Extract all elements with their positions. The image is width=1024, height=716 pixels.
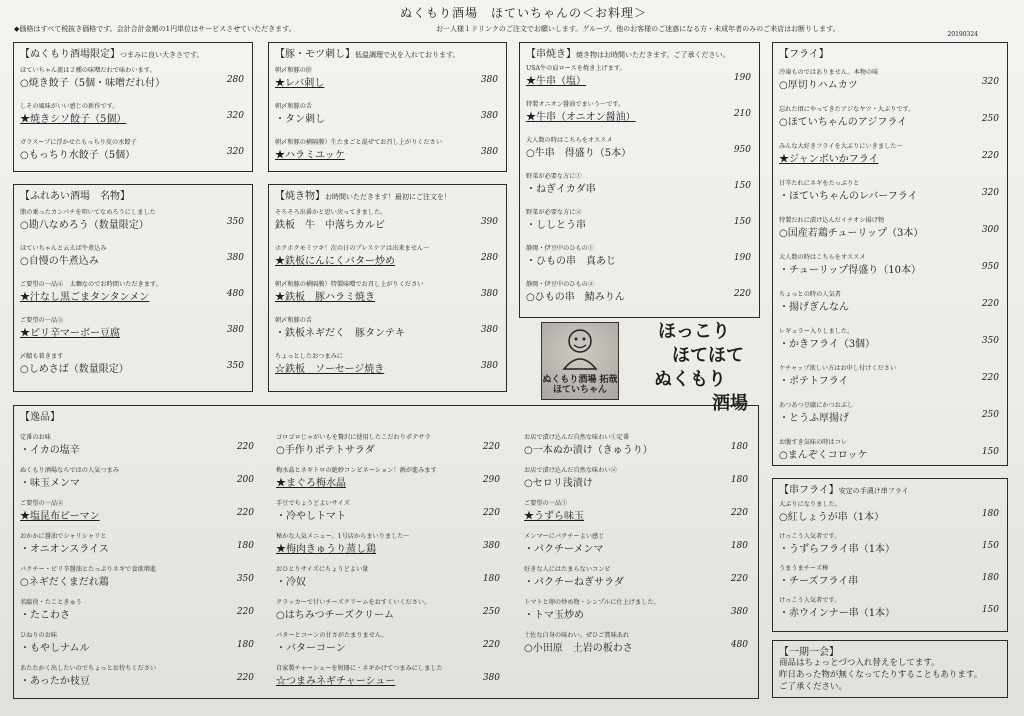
item-name: ・チーズフライ串 xyxy=(779,576,859,587)
item-description: 特製だれに漬け込んだイチオシ揚げ物 xyxy=(779,217,885,224)
item-description: メンマーにパクチーよい感じ xyxy=(524,533,605,540)
menu-item xyxy=(520,99,759,123)
item-description: 〆鯖も着きます xyxy=(20,353,64,360)
menu-item xyxy=(14,137,252,161)
item-price: 280 xyxy=(226,75,244,85)
section-subtitle: 焼き物はお時間いただきます。ご了承ください。 xyxy=(576,51,730,59)
item-price: 220 xyxy=(981,299,999,309)
item-price: 480 xyxy=(226,289,244,299)
item-description: ガラスープに浮かせたもっちり皮の水餃子 xyxy=(20,139,137,146)
item-name: ・ポテトフライ xyxy=(779,376,849,387)
item-price: 350 xyxy=(226,361,244,371)
item-price: 180 xyxy=(981,509,999,519)
section-title: 【豚・モツ刺し】 xyxy=(275,49,355,60)
item-description: 静岡・伊豆中のひもの② xyxy=(526,281,595,288)
section-subtitle: 低温調理で火を入れております。 xyxy=(355,51,460,59)
item-description: ひねりのお味 xyxy=(20,632,58,639)
item-price: 220 xyxy=(236,673,254,683)
item-name: ・イカの塩辛 xyxy=(20,445,80,456)
logo-text: ぬくもり酒場 拓哉 ほていちゃん xyxy=(542,375,618,395)
drink-note: お一人様１ドリンクのご注文でお願いします。グループ、他のお客様のご迷惑になる方・未成年者のみのご来店はお断りします。 xyxy=(436,25,840,33)
menu-item xyxy=(14,315,252,339)
item-name: ★汁なし黒ごまタンタンメン xyxy=(20,292,150,303)
item-name: ○紅しょうが串（1本） xyxy=(779,512,885,523)
item-description: あつあつ豆腐にかつおぶし xyxy=(779,402,854,409)
menu-item xyxy=(14,597,262,621)
item-name: ○もっちり水餃子（5個） xyxy=(20,150,136,161)
item-price: 200 xyxy=(236,475,254,485)
menu-item xyxy=(270,498,508,522)
menu-item xyxy=(270,432,508,456)
item-description: ご要望の一品② xyxy=(20,500,64,507)
item-description: 冷凍ものではありません。本物の味 xyxy=(779,69,879,76)
item-description: お店で漬け込んだ自然な味わい①定番 xyxy=(524,434,630,441)
menu-title: ぬくもり酒場 ほていちゃんの＜お料理＞ xyxy=(400,6,648,20)
item-description: ほていちゃん流は２種の味噌だれで味わいます。 xyxy=(20,67,156,74)
item-price: 180 xyxy=(730,475,748,485)
item-name: ★ハラミユッケ xyxy=(275,150,345,161)
item-name: ・ねぎイカダ串 xyxy=(526,184,596,195)
item-description: ゴロゴロじゃがいもを贅沢に使用したこだわりポテサラ xyxy=(276,434,431,441)
item-description: 朝〆和豚の舌 xyxy=(275,317,313,324)
menu-item xyxy=(773,595,1007,619)
section-kushi-fry xyxy=(772,478,1008,632)
item-description: パクチー・ピリ辛醤油とたっぷりネギで食欲増進 xyxy=(20,566,157,573)
item-name: ・もやしナムル xyxy=(20,643,90,654)
item-description: USA牛の肩ロースを焼き上げます。 xyxy=(526,65,626,72)
item-price: 380 xyxy=(480,147,498,157)
item-description: ケチャップ欲しい方はお申し付けください xyxy=(779,365,897,372)
menu-item xyxy=(520,63,759,87)
item-name: ・鉄板ネギだく 豚タンテキ xyxy=(275,328,405,339)
menu-item xyxy=(773,252,1007,276)
menu-item xyxy=(14,243,252,267)
item-price: 250 xyxy=(482,607,500,617)
menu-item xyxy=(14,630,262,654)
item-description: レギュラー入りしました。 xyxy=(779,328,854,335)
section-sashimi xyxy=(268,42,507,172)
mascot-icon xyxy=(542,323,618,373)
item-price: 150 xyxy=(981,541,999,551)
item-name: ○牛串 得盛り（5本） xyxy=(526,148,632,159)
item-description: 自家製チャーシューを短冊に・ネギかけてつまみにしました xyxy=(276,665,443,672)
item-description: 定番のお味 xyxy=(20,434,51,441)
menu-item xyxy=(773,437,1007,461)
item-name: ・バターコーン xyxy=(276,643,346,654)
item-name: ★牛串（塩） xyxy=(526,76,586,87)
menu-item xyxy=(520,135,759,159)
notice-line: 商品はちょっとづつ入れ替えをしてます。 xyxy=(779,658,940,668)
item-name: ★塩昆布ピーマン xyxy=(20,511,100,522)
item-description: ホクホクモミツキ！次の日のプレスケアは出来ません〜 xyxy=(275,245,430,252)
item-description: 大人数の時はこちらをオススメ xyxy=(526,137,613,144)
item-price: 150 xyxy=(981,605,999,615)
menu-item xyxy=(269,207,506,231)
menu-item xyxy=(14,531,262,555)
item-description: おかかに醤油でシャリシャリと xyxy=(20,533,107,540)
section-title: 【フライ】 xyxy=(779,49,829,60)
item-price: 320 xyxy=(226,111,244,121)
menu-item xyxy=(773,531,1007,555)
notice-box xyxy=(772,640,1008,698)
item-name: ・あったか枝豆 xyxy=(20,676,90,687)
menu-item xyxy=(14,351,252,375)
menu-item xyxy=(14,564,262,588)
menu-item xyxy=(520,207,759,231)
section-subtitle: 安定の手漬け串フライ xyxy=(838,487,909,495)
item-name: ・赤ウインナー串（1本） xyxy=(779,608,896,619)
item-description: 秘かな人気メニュー。1号店からまいりました〜 xyxy=(276,533,410,540)
item-name: ○焼き餃子（5個・味噌だれ付） xyxy=(20,78,166,89)
item-name: ・揚げぎんなん xyxy=(779,302,849,313)
menu-item xyxy=(14,279,252,303)
item-price: 380 xyxy=(226,325,244,335)
menu-item xyxy=(773,67,1007,91)
item-price: 220 xyxy=(482,508,500,518)
item-name: ★ジャンボいかフライ xyxy=(779,154,879,165)
item-price: 380 xyxy=(482,673,500,683)
item-description: みんな大好きフライを大ぶりにいきました〜 xyxy=(779,143,903,150)
item-name: ○国産若鶏チューリップ（3本） xyxy=(779,228,924,239)
item-price: 220 xyxy=(733,289,751,299)
item-price: 220 xyxy=(236,607,254,617)
item-name: ・とうふ厚揚げ xyxy=(779,413,849,424)
menu-item xyxy=(270,630,508,654)
menu-item xyxy=(269,315,506,339)
item-price: 190 xyxy=(733,253,751,263)
menu-item xyxy=(520,279,759,303)
item-price: 180 xyxy=(236,541,254,551)
menu-item xyxy=(270,663,508,687)
item-description: 手豆でちょうどよいサイズ xyxy=(276,500,350,507)
item-name: ・ほていちゃんのレバーフライ xyxy=(779,191,918,202)
item-description: トマトと卵の炒め物・シンプルに仕上げました。 xyxy=(524,599,660,606)
item-name: ○しめさば（数量限定） xyxy=(20,364,129,375)
item-price: 150 xyxy=(981,447,999,457)
menu-item xyxy=(773,104,1007,128)
menu-item xyxy=(518,564,756,588)
menu-item xyxy=(14,101,252,125)
item-description: 甘辛たれにネギをたっぷりと xyxy=(779,180,860,187)
menu-item xyxy=(14,65,252,89)
item-description: ご要望の一品① xyxy=(524,500,568,507)
menu-item xyxy=(773,141,1007,165)
item-price: 180 xyxy=(730,541,748,551)
item-description: 大人数の時はこちらをオススメ xyxy=(779,254,866,261)
item-name: ・味玉メンマ xyxy=(20,478,80,489)
item-name: ・オニオンスライス xyxy=(20,544,109,555)
item-description: 朝〆和豚の横隔膜）特製味噌でお召し上がりください xyxy=(275,281,424,288)
section-fry xyxy=(772,42,1008,466)
item-description: ぬくもり酒場ならではの人気つまみ xyxy=(20,467,119,474)
item-price: 350 xyxy=(236,574,254,584)
item-price: 250 xyxy=(981,114,999,124)
item-description: ちょっとしたおつまみに xyxy=(275,353,343,360)
menu-date: 20190324 xyxy=(947,31,978,38)
item-name: ・パクチーメンマ xyxy=(524,544,604,555)
item-price: 220 xyxy=(482,442,500,452)
item-price: 180 xyxy=(482,574,500,584)
menu-item xyxy=(773,499,1007,523)
item-description: 名脇役・たこときゅう xyxy=(20,599,82,606)
menu-item xyxy=(270,465,508,489)
item-price: 380 xyxy=(226,253,244,263)
slogan-line: ぬくもり xyxy=(654,369,726,390)
item-price: 220 xyxy=(236,508,254,518)
item-name: ○ほていちゃんのアジフライ xyxy=(779,117,908,128)
item-name: ○はちみつチーズクリーム xyxy=(276,610,395,621)
item-price: 320 xyxy=(981,188,999,198)
item-description: 忘れた頃にやってきたアジなヤツ・大ぶりです。 xyxy=(779,106,915,113)
menu-item xyxy=(14,432,262,456)
item-description: 土佐な白身の味わい。ぜひご賞味あれ xyxy=(524,632,630,639)
menu-item xyxy=(520,243,759,267)
item-description: 大ぶりになりました。 xyxy=(779,501,841,508)
item-name: ★ピリ辛マーボー豆腐 xyxy=(20,328,120,339)
item-name: ○勘八なめろう（数量限定） xyxy=(20,220,149,231)
item-description: 特製オニオン醤油でまいう〜です。 xyxy=(526,101,625,108)
item-description: 朝〆和豚の舌 xyxy=(275,103,313,110)
menu-item xyxy=(773,178,1007,202)
item-name: ○小田原 土岩の板わさ xyxy=(524,643,633,654)
menu-item xyxy=(773,400,1007,424)
item-price: 380 xyxy=(730,607,748,617)
item-name: ・パクチーねぎサラダ xyxy=(524,577,624,588)
section-title: 【逸品】 xyxy=(20,412,60,423)
item-price: 380 xyxy=(480,289,498,299)
item-price: 210 xyxy=(733,109,751,119)
item-name: ★レバ刺し xyxy=(275,78,325,89)
item-price: 150 xyxy=(733,217,751,227)
item-name: ○自慢の牛煮込み xyxy=(20,256,99,267)
menu-item xyxy=(518,432,756,456)
menu-item xyxy=(14,498,262,522)
menu-item xyxy=(269,65,506,89)
menu-item xyxy=(269,351,506,375)
item-description: 朝〆和豚の横隔膜）生たまごと混ぜてお召し上がりください xyxy=(275,139,443,146)
item-price: 180 xyxy=(730,442,748,452)
item-price: 950 xyxy=(981,262,999,272)
item-name: ★牛串（オニオン醤油） xyxy=(526,112,636,123)
menu-item xyxy=(270,597,508,621)
item-name: ★鉄板 豚ハラミ焼き xyxy=(275,292,375,303)
item-price: 180 xyxy=(236,640,254,650)
item-price: 220 xyxy=(236,442,254,452)
item-name: ★まぐろ梅水晶 xyxy=(276,478,346,489)
slogan-line: 酒場 xyxy=(712,393,748,414)
item-price: 380 xyxy=(480,75,498,85)
section-kushiyaki xyxy=(519,42,760,318)
item-price: 380 xyxy=(480,111,498,121)
item-name: ○ひもの串 鯖みりん xyxy=(526,292,625,303)
item-name: ★鉄板にんにくバター炒め xyxy=(275,256,395,267)
item-price: 390 xyxy=(480,217,498,227)
menu-item xyxy=(518,597,756,621)
item-price: 320 xyxy=(226,147,244,157)
item-name: ・ひもの串 真あじ xyxy=(526,256,616,267)
item-price: 380 xyxy=(480,325,498,335)
price-note: ◆価格はすべて税抜き価格です。会計合計金額の1円単位はサービスさせていただきます。 xyxy=(14,25,296,33)
menu-item xyxy=(518,531,756,555)
menu-item xyxy=(518,630,756,654)
menu-item xyxy=(14,465,262,489)
section-limited xyxy=(13,42,253,172)
section-yakimono xyxy=(268,184,507,392)
item-description: お腹すき気味の時はコレ xyxy=(779,439,848,446)
item-price: 180 xyxy=(981,573,999,583)
item-description: 好きな人にはたまらないコンビ xyxy=(524,566,611,573)
item-description: クラッカーで甘いチーズクリームをおすくいください。 xyxy=(276,599,431,606)
menu-item xyxy=(270,564,508,588)
section-title: 【串フライ】 xyxy=(779,485,839,496)
item-description: 静岡・伊豆中のひもの① xyxy=(526,245,595,252)
menu-item xyxy=(773,326,1007,350)
item-price: 220 xyxy=(730,574,748,584)
item-description: あたたかく出したいのでちょっとお待ちください xyxy=(20,665,157,672)
slogan xyxy=(654,320,748,416)
menu-item xyxy=(14,663,262,687)
shop-logo xyxy=(541,322,619,400)
item-name: ☆つまみネギチャーシュー xyxy=(276,676,396,687)
item-price: 220 xyxy=(482,640,500,650)
item-name: ・うずらフライ串（1本） xyxy=(779,544,896,555)
menu-item xyxy=(773,363,1007,387)
item-price: 220 xyxy=(981,151,999,161)
item-description: けっこう人気者です。 xyxy=(779,597,841,604)
notice-line: ご了承ください。 xyxy=(779,682,848,692)
item-price: 300 xyxy=(981,225,999,235)
section-subtitle: お時間いただきます！最初にご注文を！ xyxy=(325,193,451,201)
item-price: 950 xyxy=(733,145,751,155)
section-subtitle: つまみに良い大きさです。 xyxy=(120,51,204,59)
item-name: ○一本ぬか漬け（きゅうり） xyxy=(524,445,653,456)
item-description: 脂の乗ったカンパチを叩いてなめろうにしました xyxy=(20,209,156,216)
notice-title: 【一期一会】 xyxy=(779,647,839,658)
menu-item xyxy=(14,207,252,231)
item-name: ・冷やしトマト xyxy=(276,511,346,522)
menu-item xyxy=(269,243,506,267)
menu-item xyxy=(518,498,756,522)
item-description: ほていちゃんと云えば牛煮込み xyxy=(20,245,107,252)
item-name: ○まんぞくコロッケ xyxy=(779,450,868,461)
item-description: うまうまチーズ棒 xyxy=(779,565,829,572)
menu-item xyxy=(773,215,1007,239)
item-price: 150 xyxy=(733,181,751,191)
item-description: そろそろ出番かと思い戻ってきました。 xyxy=(275,209,387,216)
item-name: ○手作りポテトサラダ xyxy=(276,445,375,456)
slogan-line: ほてほて xyxy=(672,345,744,366)
item-description: ご要望の一品④ 太麺なのでお時間いただきます。 xyxy=(20,281,162,288)
slogan-line: ほっこり xyxy=(658,321,730,342)
item-name: ・チューリップ得盛り（10本） xyxy=(779,265,922,276)
menu-item xyxy=(518,465,756,489)
item-price: 220 xyxy=(730,508,748,518)
menu-item xyxy=(269,101,506,125)
item-description: 朝〆和豚の肝 xyxy=(275,67,313,74)
item-name: ○ネギだくまだれ鶏 xyxy=(20,577,109,588)
item-price: 350 xyxy=(981,336,999,346)
item-description: 野菜が必要な方に② xyxy=(526,209,582,216)
item-description: ちょっとの時の人気者 xyxy=(779,291,841,298)
menu-item xyxy=(269,137,506,161)
item-description: おひとりサイズにちょうどよい量 xyxy=(276,566,369,573)
item-name: ・たこわさ xyxy=(20,610,70,621)
item-description: 梅水晶とネギトロの絶妙コンビネーション！酒が進みます xyxy=(276,467,437,474)
menu-item xyxy=(773,289,1007,313)
item-name: ・ししとう串 xyxy=(526,220,586,231)
item-price: 350 xyxy=(226,217,244,227)
item-price: 380 xyxy=(482,541,500,551)
item-price: 220 xyxy=(981,373,999,383)
menu-item xyxy=(520,171,759,195)
item-name: ・トマ玉炒め xyxy=(524,610,584,621)
menu-item xyxy=(773,563,1007,587)
item-name: ★うずら味玉 xyxy=(524,511,584,522)
item-price: 190 xyxy=(733,73,751,83)
item-name: ☆鉄板 ソーセージ焼き xyxy=(275,364,385,375)
item-description: お店で漬け込んだ自然な味わい② xyxy=(524,467,617,474)
item-description: ご要望の一品③ xyxy=(20,317,64,324)
item-price: 290 xyxy=(482,475,500,485)
section-meibutsu xyxy=(13,184,253,392)
item-price: 320 xyxy=(981,77,999,87)
item-name: ★焼きシソ餃子（5個） xyxy=(20,114,127,125)
item-description: けっこう人気者です。 xyxy=(779,533,841,540)
item-name: ・かきフライ（3個） xyxy=(779,339,876,350)
item-price: 280 xyxy=(480,253,498,263)
item-name: ○厚切りハムカツ xyxy=(779,80,858,91)
item-name: ・タン刺し xyxy=(275,114,325,125)
section-title: 【ぬくもり酒場限定】 xyxy=(20,49,120,60)
item-price: 380 xyxy=(480,361,498,371)
item-description: 野菜が必要な方に① xyxy=(526,173,582,180)
item-name: ・冷奴 xyxy=(276,577,306,588)
item-name: ★梅肉きゅうり蒸し鶏 xyxy=(276,544,376,555)
menu-item xyxy=(269,279,506,303)
section-ippin xyxy=(13,405,759,699)
item-name: ○セロリ浅漬け xyxy=(524,478,593,489)
item-price: 250 xyxy=(981,410,999,420)
item-name: 鉄板 牛 中落ちカルビ xyxy=(275,220,385,231)
item-description: バターとコーンの甘さがたまりません。 xyxy=(276,632,388,639)
notice-line: 昨日あった物が無くなってたりすることもあります。 xyxy=(779,670,983,680)
section-title: 【串焼き】 xyxy=(526,49,576,60)
item-description: しその風味がいい感じの新作です。 xyxy=(20,103,119,110)
section-title: 【焼き物】 xyxy=(275,191,325,202)
menu-item xyxy=(270,531,508,555)
section-title: 【ふれあい酒場 名物】 xyxy=(20,191,130,202)
item-price: 480 xyxy=(730,640,748,650)
